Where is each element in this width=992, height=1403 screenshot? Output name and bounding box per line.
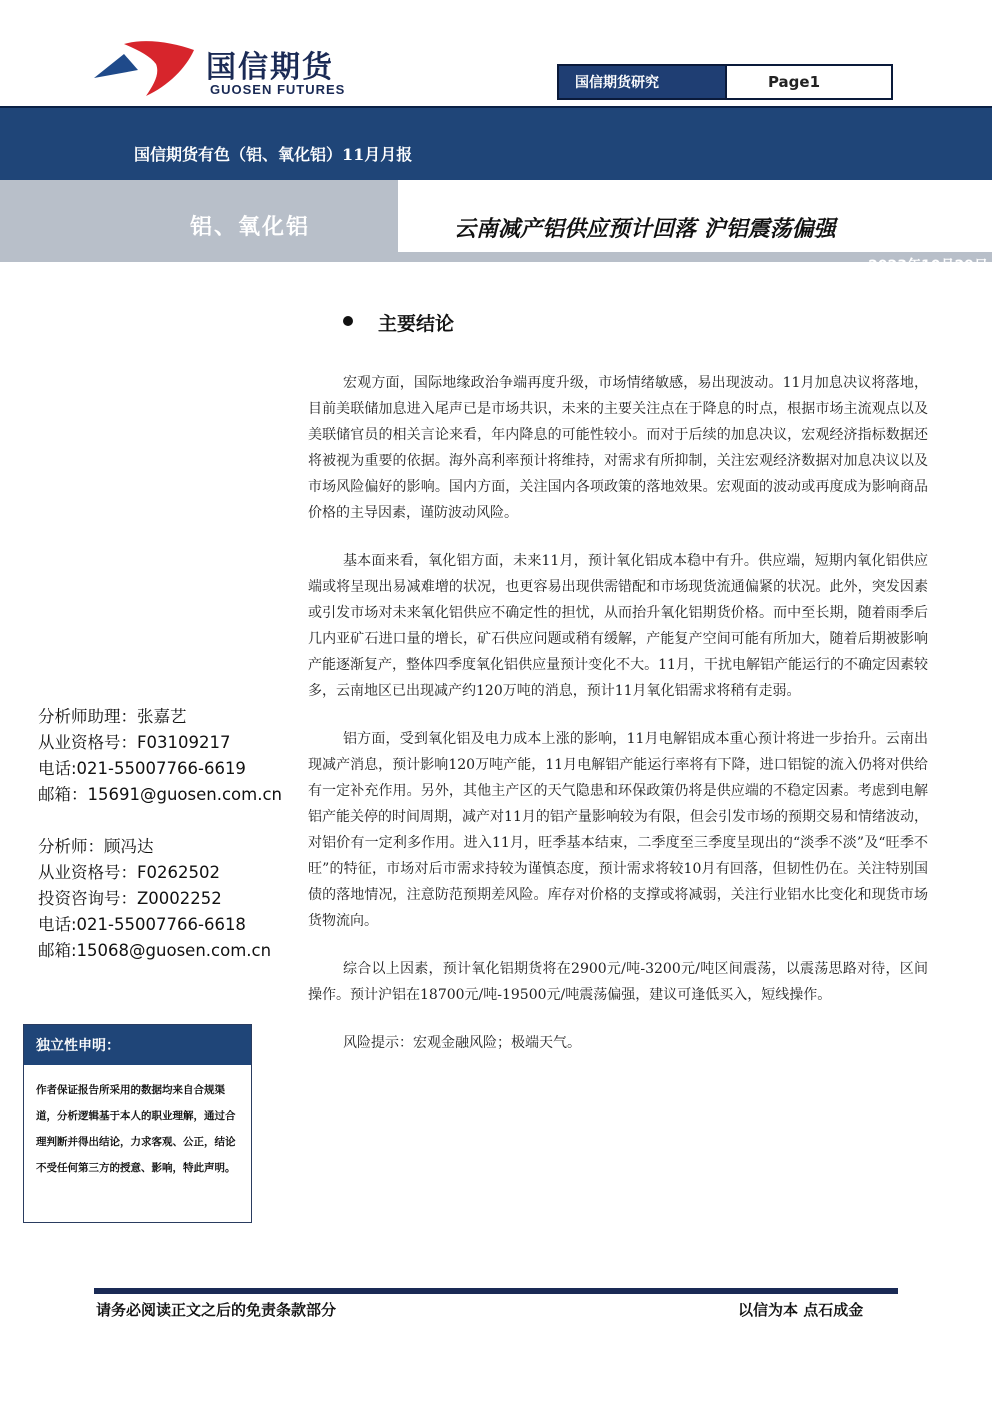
- analyst-block: [38, 834, 298, 964]
- paragraph-risk: 风险提示：宏观金融风险；极端天气。: [343, 1035, 581, 1051]
- footer-disclaimer: 请务必阅读正文之后的免责条款部分: [96, 1301, 337, 1319]
- footer-divider: [94, 1288, 898, 1294]
- analyst-license: 从业资格号：F0262502: [38, 863, 220, 882]
- independence-statement: [23, 1024, 252, 1223]
- analyst-info: [38, 704, 298, 990]
- analyst-role: 分析师助理：张嘉艺: [38, 707, 187, 726]
- company-name-cn: 国信期货: [206, 50, 334, 85]
- paragraph-aluminum: 铝方面，受到氧化铝及电力成本上涨的影响，11月电解铝成本重心预计将进一步抬升。云南出现减产消息，预计影响120万吨产能，11月电解铝产能运行率将有下降，进口铝锭的流入仍将对供给有一定补充作用。另外，其他主产区的天气隐患和环保政策仍将是供应端的不稳定因素。考虑到电解铝产能关停的时间周期，减产对11月的铝产量影响较为有限，但会引发市场的预期交易和情绪波动，对铝价有一定利多作用。进入11月，旺季基本结束，二季度至三季度呈现出的“淡季不淡”及“旺季不旺”的特征，市场对后市需求持较为谨慎态度，预计需求将较10月有回落，但韧性仍在。关注特别国债的落地情况，注意防范预期差风险。库存对价格的支撑或将减弱，关注行业铝水比变化和现货市场货物流向。: [308, 731, 928, 929]
- section-bullet-icon: [343, 316, 353, 326]
- analyst-phone: 电话:021-55007766-6618: [38, 915, 246, 934]
- paragraph-conclusion: 综合以上因素，预计氧化铝期货将在2900元/吨-3200元/吨区间震荡，以震荡思路对待，区间操作。预计沪铝在18700元/吨-19500元/吨震荡偏强，建议可逢低买入，短线操作。: [308, 961, 928, 1003]
- analyst-assistant-block: [38, 704, 298, 808]
- analyst-advisory: 投资咨询号：Z0002252: [38, 889, 222, 908]
- analyst-email: 邮箱:15068@guosen.com.cn: [38, 941, 272, 960]
- analyst-role: 分析师：顾冯达: [38, 837, 154, 856]
- paragraph-macro: 宏观方面，国际地缘政治争端再度升级，市场情绪敏感，易出现波动。11月加息决议将落地，目前美联储加息进入尾声已是市场共识，未来的主要关注点在于降息的时点，根据市场主流观点以及美联储官员的相关言论来看，年内降息的可能性较小。而对于后续的加息决议，宏观经济指标数据还将被视为重要的依据。海外高利率预计将维持，对需求有所抑制，关注宏观经济数据对加息决议以及市场风险偏好的影响。国内方面，关注国内各项政策的落地效果。宏观面的波动或再度成为影响商品价格的主导因素，谨防波动风险。: [308, 375, 928, 521]
- research-page-box: [557, 64, 893, 100]
- category-band: [0, 180, 992, 274]
- company-name-en: GUOSEN FUTURES: [210, 82, 346, 97]
- headline-area: [398, 180, 992, 252]
- report-title-band: [0, 106, 992, 180]
- report-date: 2023年10月29日: [868, 258, 988, 274]
- report-headline: 云南减产铝供应预计回落 沪铝震荡偏强: [454, 216, 836, 242]
- paragraph-alumina: 基本面来看，氧化铝方面，未来11月，预计氧化铝成本稳中有升。供应端，短期内氧化铝供应端或将呈现出易减难增的状况，也更容易出现供需错配和市场现货流通偏紧的状况。此外，突发因素或引发市场对未来氧化铝供应不确定性的担忧，从而抬升氧化铝期货价格。而中至长期，随着雨季后几内亚矿石进口量的增长，矿石供应问题或稍有缓解，产能复产空间可能有所加大，随着后期被影响产能逐渐复产，整体四季度氧化铝供应量预计变化不大。11月，干扰电解铝产能运行的不确定因素较多，云南地区已出现减产约120万吨的消息，预计11月氧化铝需求将稍有走弱。: [308, 553, 928, 699]
- statement-text: 作者保证报告所采用的数据均来自合规渠道，分析逻辑基于本人的职业理解，通过合理判断并得出结论，力求客观、公正，结论不受任何第三方的授意、影响，特此声明。: [36, 1084, 236, 1174]
- page-label: Page1: [767, 73, 821, 91]
- analyst-license: 从业资格号：F03109217: [38, 733, 231, 752]
- analyst-email: 邮箱：15691@guosen.com.cn: [38, 785, 282, 804]
- company-logo: [94, 40, 354, 100]
- section-heading: 主要结论: [378, 313, 455, 335]
- statement-title: 独立性申明：: [24, 1025, 251, 1065]
- report-body: [308, 370, 928, 1078]
- guosen-logo-icon: [94, 40, 194, 100]
- analyst-phone: 电话:021-55007766-6619: [38, 759, 246, 778]
- category-label: 铝、氧化铝: [190, 214, 311, 240]
- report-series-title: 国信期货有色（铝、氧化铝）11月月报: [134, 145, 413, 164]
- research-label: 国信期货研究: [559, 66, 727, 98]
- footer-slogan: 以信为本 点石成金: [738, 1301, 864, 1319]
